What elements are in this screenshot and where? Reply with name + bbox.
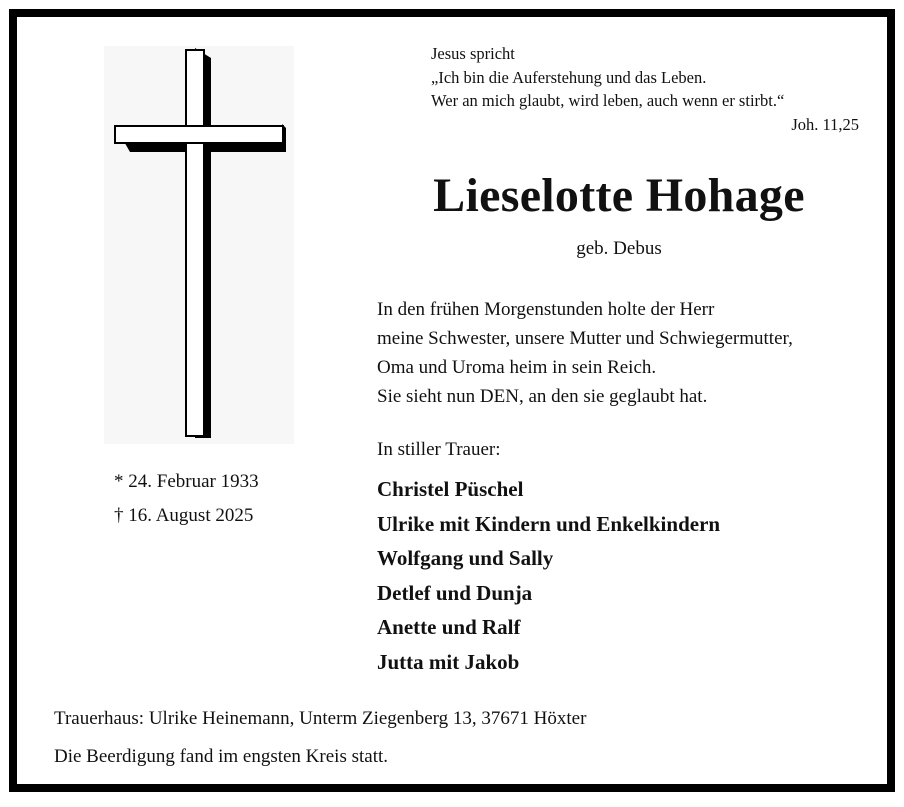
mourning-house: Trauerhaus: Ulrike Heinemann, Unterm Ziegenberg 13, 37671 Höxter: [54, 708, 587, 729]
mourners-label: In stiller Trauer:: [377, 439, 501, 460]
mourner-name: Christel Püschel: [377, 477, 524, 501]
verse-line: „Ich bin die Auferstehung und das Leben.: [431, 67, 707, 87]
mourners-list: [377, 472, 857, 679]
message-line: Oma und Uroma heim in sein Reich.: [377, 357, 657, 378]
message-line: Sie sieht nun DEN, an den sie geglaubt hat.: [377, 386, 708, 407]
mourner-name: Wolfgang und Sally: [377, 546, 554, 570]
cross-icon: [104, 46, 294, 444]
obituary-message: [377, 295, 877, 411]
bible-verse: [431, 42, 859, 136]
death-date: † 16. August 2025: [114, 505, 254, 526]
footer: [54, 700, 854, 776]
verse-reference: Joh. 11,25: [791, 114, 859, 134]
mourner-name: Jutta mit Jakob: [377, 649, 520, 674]
mourner-name: Detlef und Dunja: [377, 580, 533, 605]
life-dates: [114, 465, 314, 533]
message-line: meine Schwester, unsere Mutter und Schwiegermutter,: [377, 328, 793, 349]
burial-note: Die Beerdigung fand im engsten Kreis statt.: [54, 746, 389, 767]
message-line: In den frühen Morgenstunden holte der Herr: [377, 299, 715, 320]
verse-line: Wer an mich glaubt, wird leben, auch wenn er stirbt.“: [431, 91, 785, 110]
mourner-name: Ulrike mit Kindern und Enkelkindern: [377, 511, 721, 536]
birth-date: * 24. Februar 1933: [114, 471, 259, 492]
mourner-name: Anette und Ralf: [377, 615, 521, 639]
verse-line: Jesus spricht: [431, 44, 515, 63]
birth-name: geb. Debus: [576, 238, 662, 259]
deceased-name: Lieselotte Hohage: [433, 169, 805, 222]
